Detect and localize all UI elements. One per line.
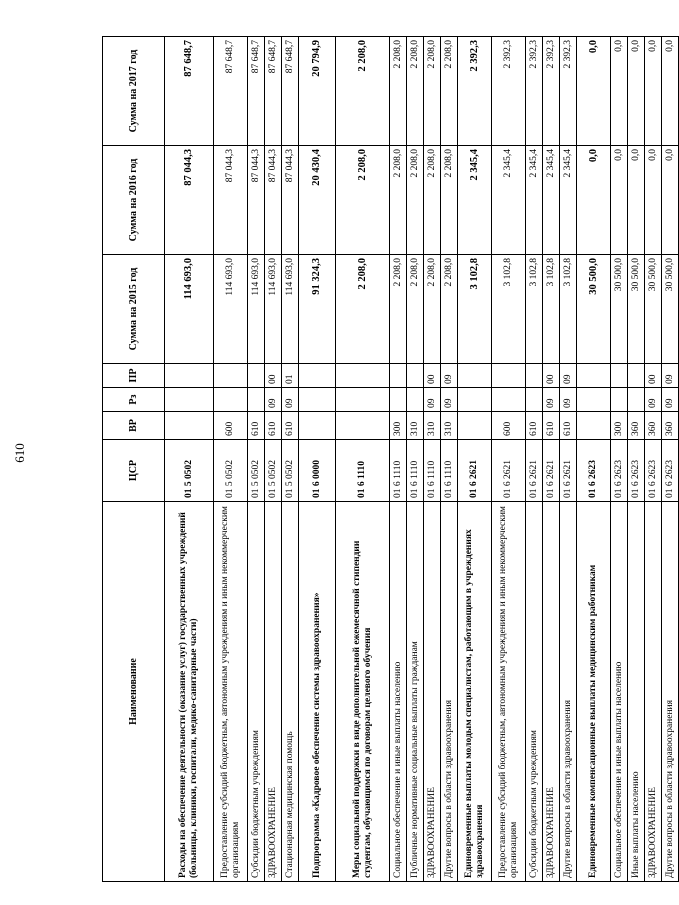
cell-pr: 09 (560, 364, 577, 388)
cell-sum-2015: 2 208,0 (390, 255, 407, 364)
cell-sum-2017: 20 794,9 (299, 37, 336, 146)
cell-name: ЗДРАВООХРАНЕНИЕ (424, 502, 441, 882)
cell-pr (299, 364, 336, 388)
cell-vr (299, 412, 336, 440)
cell-csr: 01 6 2623 (577, 440, 611, 502)
cell-pr (458, 364, 492, 388)
cell-vr: 310 (407, 412, 424, 440)
cell-sum-2016: 2 345,4 (543, 146, 560, 255)
cell-vr: 610 (560, 412, 577, 440)
table-row (492, 37, 526, 882)
cell-name: ЗДРАВООХРАНЕНИЕ (543, 502, 560, 882)
page-number: 610 (12, 442, 27, 463)
cell-csr: 01 6 1110 (407, 440, 424, 502)
cell-vr (577, 412, 611, 440)
cell-vr: 360 (662, 412, 679, 440)
cell-sum-2015: 114 693,0 (265, 255, 282, 364)
cell-vr (165, 412, 214, 440)
budget-table (102, 36, 679, 882)
cell-vr: 600 (492, 412, 526, 440)
cell-sum-2017: 87 648,7 (165, 37, 214, 146)
cell-sum-2016: 87 044,3 (165, 146, 214, 255)
cell-csr: 01 6 1110 (336, 440, 390, 502)
cell-name: Публичные нормативные социальные выплаты гражданам (407, 502, 424, 882)
cell-name: Предоставление субсидий бюджетным, автономным учреждениям и иным некоммерческим организациям (214, 502, 248, 882)
cell-pr (165, 364, 214, 388)
cell-rz: 09 (662, 388, 679, 412)
cell-sum-2016: 2 208,0 (424, 146, 441, 255)
cell-csr: 01 6 2621 (458, 440, 492, 502)
cell-name: Социальное обеспечение и иные выплаты населению (390, 502, 407, 882)
cell-sum-2016: 2 345,4 (526, 146, 543, 255)
cell-sum-2017: 0,0 (628, 37, 645, 146)
cell-sum-2016: 87 044,3 (214, 146, 248, 255)
cell-csr: 01 6 2623 (645, 440, 662, 502)
header-csr: ЦСР (103, 440, 165, 502)
cell-rz: 09 (543, 388, 560, 412)
header-sum-2016: Сумма на 2016 год (103, 146, 165, 255)
cell-rz (628, 388, 645, 412)
header-pr: ПР (103, 364, 165, 388)
cell-csr: 01 6 0000 (299, 440, 336, 502)
cell-rz (336, 388, 390, 412)
table-row (662, 37, 679, 882)
cell-pr (407, 364, 424, 388)
cell-vr: 360 (645, 412, 662, 440)
cell-pr (390, 364, 407, 388)
cell-rz (577, 388, 611, 412)
cell-sum-2017: 2 208,0 (441, 37, 458, 146)
cell-pr: 00 (543, 364, 560, 388)
cell-csr: 01 6 2621 (543, 440, 560, 502)
cell-sum-2017: 87 648,7 (248, 37, 265, 146)
table-row (458, 37, 492, 882)
cell-vr: 300 (390, 412, 407, 440)
cell-sum-2016: 2 345,4 (492, 146, 526, 255)
cell-sum-2016: 2 208,0 (390, 146, 407, 255)
cell-vr: 610 (526, 412, 543, 440)
cell-csr: 01 6 2621 (526, 440, 543, 502)
table-row (560, 37, 577, 882)
cell-sum-2017: 2 392,3 (492, 37, 526, 146)
header-name: Наименование (103, 502, 165, 882)
cell-rz (299, 388, 336, 412)
cell-name: Подпрограмма «Кадровое обеспечение системы здравоохранения» (299, 502, 336, 882)
cell-pr (492, 364, 526, 388)
cell-sum-2015: 2 208,0 (407, 255, 424, 364)
cell-vr: 610 (248, 412, 265, 440)
cell-pr: 00 (424, 364, 441, 388)
cell-name: ЗДРАВООХРАНЕНИЕ (265, 502, 282, 882)
cell-sum-2016: 87 044,3 (265, 146, 282, 255)
table-row (543, 37, 560, 882)
table-row (441, 37, 458, 882)
cell-pr: 09 (441, 364, 458, 388)
cell-pr (628, 364, 645, 388)
cell-pr: 00 (645, 364, 662, 388)
cell-sum-2017: 87 648,7 (214, 37, 248, 146)
cell-rz (165, 388, 214, 412)
table-row (282, 37, 299, 882)
cell-sum-2016: 0,0 (577, 146, 611, 255)
cell-sum-2015: 114 693,0 (282, 255, 299, 364)
cell-pr: 09 (662, 364, 679, 388)
cell-sum-2017: 2 208,0 (424, 37, 441, 146)
cell-sum-2015: 30 500,0 (577, 255, 611, 364)
table-row (336, 37, 390, 882)
cell-rz: 09 (424, 388, 441, 412)
cell-sum-2015: 3 102,8 (526, 255, 543, 364)
cell-vr: 610 (265, 412, 282, 440)
cell-rz (214, 388, 248, 412)
header-sum-2015: Сумма на 2015 год (103, 255, 165, 364)
cell-sum-2017: 2 392,3 (560, 37, 577, 146)
cell-rz: 09 (560, 388, 577, 412)
cell-vr (336, 412, 390, 440)
cell-sum-2016: 2 208,0 (407, 146, 424, 255)
cell-name: Социальное обеспечение и иные выплаты населению (611, 502, 628, 882)
table-row (628, 37, 645, 882)
cell-sum-2015: 30 500,0 (645, 255, 662, 364)
cell-sum-2015: 3 102,8 (560, 255, 577, 364)
cell-name: Меры социальной поддержки в виде дополнительной ежемесячной стипендии студентам, обучающимся по договорам целевого обучения (336, 502, 390, 882)
cell-sum-2015: 30 500,0 (628, 255, 645, 364)
table-row (165, 37, 214, 882)
cell-name: Субсидии бюджетным учреждениям (526, 502, 543, 882)
cell-name: ЗДРАВООХРАНЕНИЕ (645, 502, 662, 882)
cell-pr: 00 (265, 364, 282, 388)
cell-vr: 600 (214, 412, 248, 440)
cell-vr: 300 (611, 412, 628, 440)
cell-sum-2016: 2 345,4 (458, 146, 492, 255)
cell-name: Другие вопросы в области здравоохранения (441, 502, 458, 882)
cell-sum-2016: 2 345,4 (560, 146, 577, 255)
page-number-container (0, 0, 40, 905)
table-row (424, 37, 441, 882)
header-rz: Рз (103, 388, 165, 412)
cell-sum-2015: 114 693,0 (214, 255, 248, 364)
table-body (165, 37, 679, 882)
cell-pr (248, 364, 265, 388)
cell-sum-2017: 0,0 (577, 37, 611, 146)
header-vr: ВР (103, 412, 165, 440)
cell-csr: 01 6 2623 (611, 440, 628, 502)
cell-sum-2016: 0,0 (611, 146, 628, 255)
cell-sum-2017: 2 208,0 (390, 37, 407, 146)
cell-csr: 01 6 2623 (628, 440, 645, 502)
cell-csr: 01 6 2621 (560, 440, 577, 502)
cell-sum-2016: 0,0 (628, 146, 645, 255)
table-row (390, 37, 407, 882)
cell-name: Иные выплаты населению (628, 502, 645, 882)
cell-rz (390, 388, 407, 412)
cell-sum-2016: 87 044,3 (248, 146, 265, 255)
cell-sum-2017: 2 208,0 (407, 37, 424, 146)
cell-name: Единовременные компенсационные выплаты медицинским работникам (577, 502, 611, 882)
cell-rz (248, 388, 265, 412)
budget-table-sheet (102, 37, 675, 882)
cell-vr (458, 412, 492, 440)
table-row (265, 37, 282, 882)
cell-sum-2017: 2 392,3 (526, 37, 543, 146)
rotated-table-wrapper (102, 37, 675, 882)
cell-vr: 310 (441, 412, 458, 440)
cell-vr: 310 (424, 412, 441, 440)
cell-sum-2015: 3 102,8 (492, 255, 526, 364)
cell-csr: 01 6 1110 (390, 440, 407, 502)
cell-name: Единовременные выплаты молодым специалистам, работающим в учреждениях здравоохранения (458, 502, 492, 882)
cell-csr: 01 5 0502 (165, 440, 214, 502)
cell-sum-2017: 87 648,7 (282, 37, 299, 146)
cell-sum-2017: 87 648,7 (265, 37, 282, 146)
cell-csr: 01 6 1110 (424, 440, 441, 502)
cell-pr (526, 364, 543, 388)
table-row (526, 37, 543, 882)
cell-sum-2017: 2 392,3 (543, 37, 560, 146)
table-row (214, 37, 248, 882)
cell-csr: 01 5 0502 (248, 440, 265, 502)
cell-sum-2015: 3 102,8 (458, 255, 492, 364)
cell-sum-2017: 2 392,3 (458, 37, 492, 146)
cell-rz: 09 (441, 388, 458, 412)
cell-sum-2016: 0,0 (645, 146, 662, 255)
table-row (407, 37, 424, 882)
header-sum-2017: Сумма на 2017 год (103, 37, 165, 146)
cell-pr (214, 364, 248, 388)
cell-rz (526, 388, 543, 412)
cell-name: Другие вопросы в области здравоохранения (662, 502, 679, 882)
table-row (299, 37, 336, 882)
cell-pr (336, 364, 390, 388)
cell-csr: 01 6 2621 (492, 440, 526, 502)
cell-csr: 01 6 1110 (441, 440, 458, 502)
table-header-row (103, 37, 165, 882)
table-row (577, 37, 611, 882)
cell-sum-2017: 0,0 (645, 37, 662, 146)
cell-rz (492, 388, 526, 412)
cell-vr: 610 (543, 412, 560, 440)
cell-sum-2015: 2 208,0 (441, 255, 458, 364)
cell-csr: 01 5 0502 (214, 440, 248, 502)
cell-csr: 01 5 0502 (265, 440, 282, 502)
cell-sum-2016: 2 208,0 (441, 146, 458, 255)
cell-pr (577, 364, 611, 388)
cell-sum-2017: 2 208,0 (336, 37, 390, 146)
cell-name: Расходы на обеспечение деятельности (оказание услуг) государственных учреждений (больницы, клиники, госпитали, медико-санитарные части) (165, 502, 214, 882)
cell-name: Предоставление субсидий бюджетным, автономным учреждениям и иным некоммерческим организациям (492, 502, 526, 882)
cell-name: Субсидии бюджетным учреждениям (248, 502, 265, 882)
cell-sum-2016: 87 044,3 (282, 146, 299, 255)
cell-sum-2015: 30 500,0 (611, 255, 628, 364)
cell-name: Другие вопросы в области здравоохранения (560, 502, 577, 882)
cell-rz (611, 388, 628, 412)
cell-sum-2017: 0,0 (611, 37, 628, 146)
cell-csr: 01 5 0502 (282, 440, 299, 502)
cell-sum-2016: 0,0 (662, 146, 679, 255)
cell-sum-2015: 3 102,8 (543, 255, 560, 364)
cell-vr: 360 (628, 412, 645, 440)
cell-sum-2016: 2 208,0 (336, 146, 390, 255)
cell-sum-2016: 20 430,4 (299, 146, 336, 255)
table-row (248, 37, 265, 882)
cell-sum-2015: 30 500,0 (662, 255, 679, 364)
cell-sum-2015: 2 208,0 (336, 255, 390, 364)
cell-rz (407, 388, 424, 412)
cell-sum-2015: 114 693,0 (165, 255, 214, 364)
cell-rz: 09 (282, 388, 299, 412)
table-row (611, 37, 628, 882)
table-row (645, 37, 662, 882)
cell-sum-2015: 2 208,0 (424, 255, 441, 364)
cell-vr: 610 (282, 412, 299, 440)
cell-rz: 09 (265, 388, 282, 412)
cell-pr: 01 (282, 364, 299, 388)
cell-name: Стационарная медицинская помощь (282, 502, 299, 882)
cell-rz: 09 (645, 388, 662, 412)
cell-csr: 01 6 2623 (662, 440, 679, 502)
cell-rz (458, 388, 492, 412)
cell-pr (611, 364, 628, 388)
cell-sum-2017: 0,0 (662, 37, 679, 146)
cell-sum-2015: 114 693,0 (248, 255, 265, 364)
cell-sum-2015: 91 324,3 (299, 255, 336, 364)
